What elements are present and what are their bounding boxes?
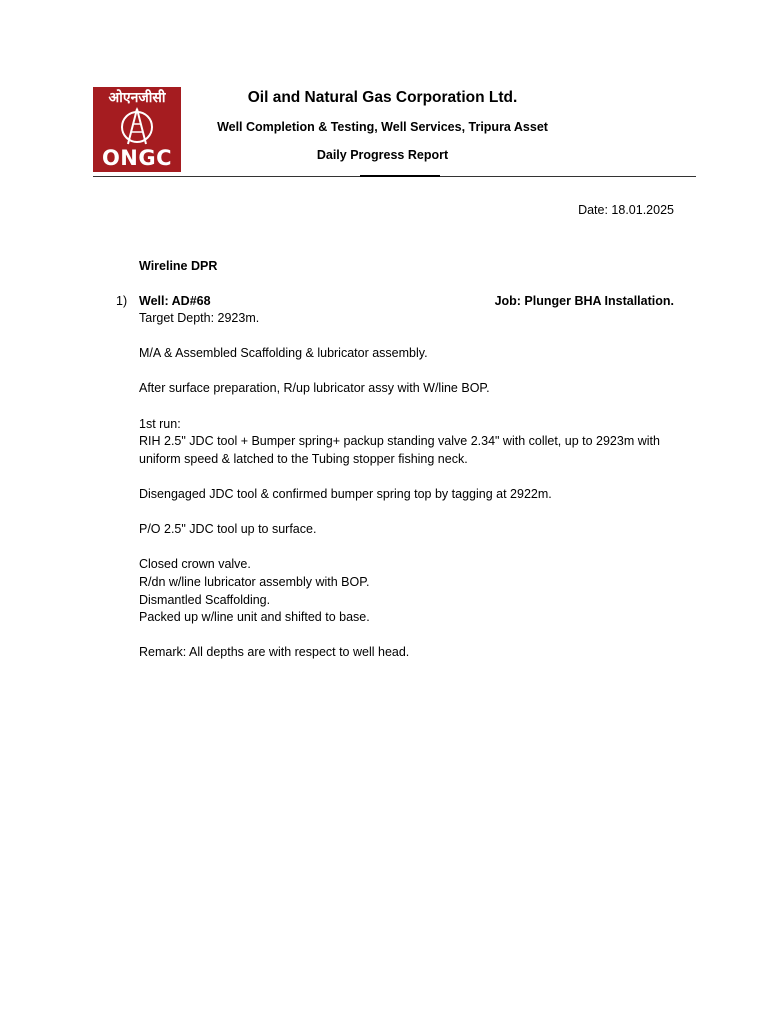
section-title: Wireline DPR — [139, 259, 218, 273]
logo-hindi-text: ओएनजीसी — [108, 90, 166, 106]
step-7: Dismantled Scaffolding. — [139, 592, 271, 607]
department-name: Well Completion & Testing, Well Services, Tripura Asset — [217, 120, 548, 134]
step-2: After surface preparation, R/up lubricator assy with W/line BOP. — [139, 381, 490, 396]
item-number: 1) — [116, 294, 128, 308]
job-description: Job: Plunger BHA Installation. — [494, 294, 674, 308]
organization-name: Oil and Natural Gas Corporation Ltd. — [247, 89, 518, 106]
run-label: 1st run: — [139, 416, 181, 431]
well-name: Well: AD#68 — [139, 294, 211, 308]
logo-brand-text: ONGC — [101, 146, 173, 170]
report-content — [139, 310, 684, 662]
step-5: Closed crown valve. — [139, 557, 251, 572]
document-title: Daily Progress Report — [316, 148, 449, 162]
step-4: P/O 2.5" JDC tool up to surface. — [139, 522, 317, 537]
step-8: Packed up w/line unit and shifted to base. — [139, 610, 370, 625]
run-description: RIH 2.5" JDC tool + Bumper spring+ packup standing valve 2.34" with collet, up to 2923m with uniform speed & latched to the Tubing stopper fishing neck. — [139, 434, 660, 466]
ongc-logo — [93, 87, 181, 172]
step-3: Disengaged JDC tool & confirmed bumper spring top by tagging at 2922m. — [139, 486, 552, 501]
step-1: M/A & Assembled Scaffolding & lubricator assembly. — [139, 346, 428, 361]
step-6: R/dn w/line lubricator assembly with BOP. — [139, 574, 370, 589]
report-date: Date: 18.01.2025 — [578, 203, 674, 217]
header-divider-accent — [360, 175, 440, 177]
remark: Remark: All depths are with respect to well head. — [139, 645, 410, 660]
target-depth: Target Depth: 2923m. — [139, 311, 260, 325]
